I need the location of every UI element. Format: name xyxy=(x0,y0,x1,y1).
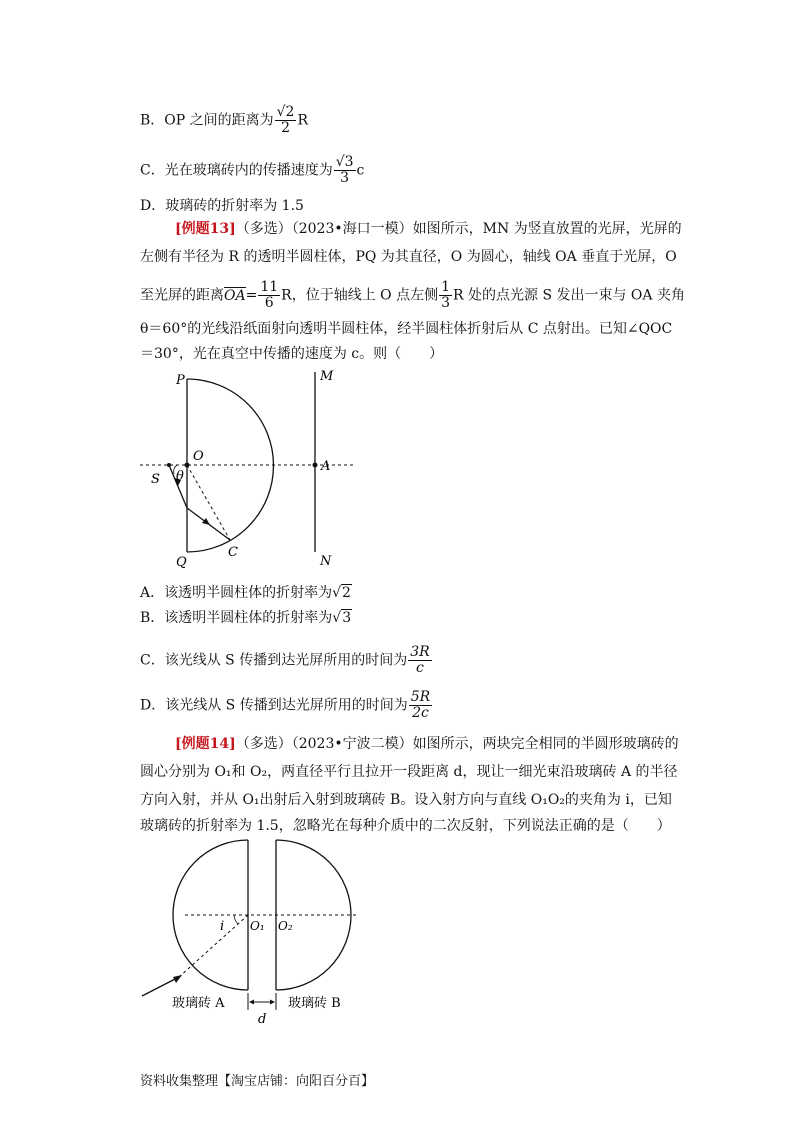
ex13-tag: [例题13] xyxy=(175,221,236,237)
arrow-refracted xyxy=(202,518,210,525)
ex13-text3b: R，位于轴线上 O 点左侧 xyxy=(281,287,439,304)
frac-den: 3 xyxy=(441,295,450,311)
option-b-prev xyxy=(140,105,308,136)
sqrt-2: √2 xyxy=(332,585,351,601)
ex13-option-d xyxy=(140,690,433,721)
ex13-line4: θ＝60°的光线沿纸面射向透明半圆柱体，经半圆柱体折射后从 C 点射出。已知∠QOC xyxy=(140,321,673,337)
option-b-fraction xyxy=(275,105,297,136)
option-a-text: A．该透明半圆柱体的折射率为 xyxy=(140,585,333,601)
frac-11-6 xyxy=(258,280,280,311)
ex13-line1 xyxy=(175,218,682,240)
label-glass-a: 玻璃砖 A xyxy=(172,996,225,1011)
figure-13 xyxy=(120,362,360,572)
ex13-text3c: R 处的点光源 S 发出一束与 OA 夹角 xyxy=(453,287,685,304)
frac-den: 6 xyxy=(264,295,274,311)
frac-num: 3R xyxy=(410,644,430,660)
frac-5r-2c xyxy=(409,690,432,721)
option-c-fraction xyxy=(334,155,356,186)
frac-1-3 xyxy=(439,280,452,311)
d-arrow-left xyxy=(249,1000,254,1005)
ray-inside-a xyxy=(179,915,248,977)
option-c-text: C．该光线从 S 传播到达光屏所用的时间为 xyxy=(140,652,408,669)
ex13-text1: （多选）（2023•海口一模）如图所示，MN 为竖直放置的光屏，光屏的 xyxy=(235,221,682,237)
option-c-prev xyxy=(140,155,364,186)
frac-num: 11 xyxy=(260,279,279,295)
option-c-suffix: c xyxy=(356,162,365,179)
frac-num: √3 xyxy=(335,154,354,170)
angle-i-arc xyxy=(234,915,238,924)
frac-den: 2c xyxy=(412,705,429,721)
oa-overline: OA xyxy=(224,287,246,304)
option-d-prev: D．玻璃砖的折射率为 1.5 xyxy=(140,198,304,214)
arrow-incident-icon xyxy=(173,975,182,983)
ex13-line2: 左侧有半径为 R 的透明半圆柱体，PQ 为其直径，O 为圆心，轴线 OA 垂直于光屏，O xyxy=(140,249,677,265)
ex13-line5: ＝30°，光在真空中传播的速度为 c。则（ ） xyxy=(140,346,444,362)
ex13-line3 xyxy=(140,280,685,311)
ex14-tag: [例题14] xyxy=(175,736,236,752)
ray-incident-outer xyxy=(142,977,179,996)
label-o: O xyxy=(193,449,204,464)
option-d-text: D．该光线从 S 传播到达光屏所用的时间为 xyxy=(140,697,408,714)
label-a: A xyxy=(321,459,331,474)
ex13-option-b xyxy=(140,607,352,629)
label-glass-b: 玻璃砖 B xyxy=(288,996,341,1011)
ex13-text3a: 至光屏的距离 xyxy=(140,287,224,304)
label-q: Q xyxy=(176,555,187,570)
footer-source: 资料收集整理【淘宝店铺：向阳百分百】 xyxy=(140,1074,375,1089)
radius-oc xyxy=(187,465,230,540)
d-arrow-right xyxy=(270,1000,275,1005)
frac-3r-c xyxy=(408,645,431,676)
label-n: N xyxy=(320,554,332,569)
label-p: P xyxy=(176,373,185,388)
option-c-text: C．光在玻璃砖内的传播速度为 xyxy=(140,162,333,179)
label-s: S xyxy=(151,472,160,487)
ex14-text1: （多选）（2023•宁波二模）如图所示，两块完全相同的半圆形玻璃砖的 xyxy=(235,736,679,752)
figure-14 xyxy=(130,830,380,1030)
radicand: 2 xyxy=(342,585,351,601)
ex13-option-a xyxy=(140,582,352,604)
label-i: i xyxy=(220,919,225,934)
option-b-text: B．该透明半圆柱体的折射率为 xyxy=(140,610,333,626)
frac-den: 2 xyxy=(281,120,291,136)
eq-sign: = xyxy=(245,287,258,304)
frac-num: √2 xyxy=(276,104,295,120)
label-o2: O₂ xyxy=(278,919,293,933)
ex13-option-c xyxy=(140,645,433,676)
label-c: C xyxy=(228,545,238,560)
point-a xyxy=(313,463,318,468)
label-m: M xyxy=(320,369,334,384)
sqrt-3: √3 xyxy=(332,610,352,626)
radicand: 3 xyxy=(342,610,352,626)
ex14-line1 xyxy=(175,733,679,755)
label-d: d xyxy=(258,1012,267,1027)
ex14-line2: 圆心分别为 O₁和 O₂，两直径平行且拉开一段距离 d，现让一细光束沿玻璃砖 A 的半径 xyxy=(140,764,678,780)
frac-num: 5R xyxy=(410,689,431,705)
frac-den: 3 xyxy=(340,170,350,186)
frac-num: 1 xyxy=(441,279,450,295)
ex14-line4: 玻璃砖的折射率为 1.5，忽略光在每种介质中的二次反射，下列说法正确的是（ ） xyxy=(140,818,671,834)
option-b-suffix: R xyxy=(297,112,309,129)
label-theta: θ xyxy=(176,469,184,484)
label-o1: O₁ xyxy=(250,919,265,933)
ex14-line3: 方向入射，并从 O₁出射后入射到玻璃砖 B。设入射方向与直线 O₁O₂的夹角为 i，已知 xyxy=(140,792,672,808)
frac-den: c xyxy=(416,660,424,676)
option-b-text: B．OP 之间的距离为 xyxy=(140,112,274,129)
